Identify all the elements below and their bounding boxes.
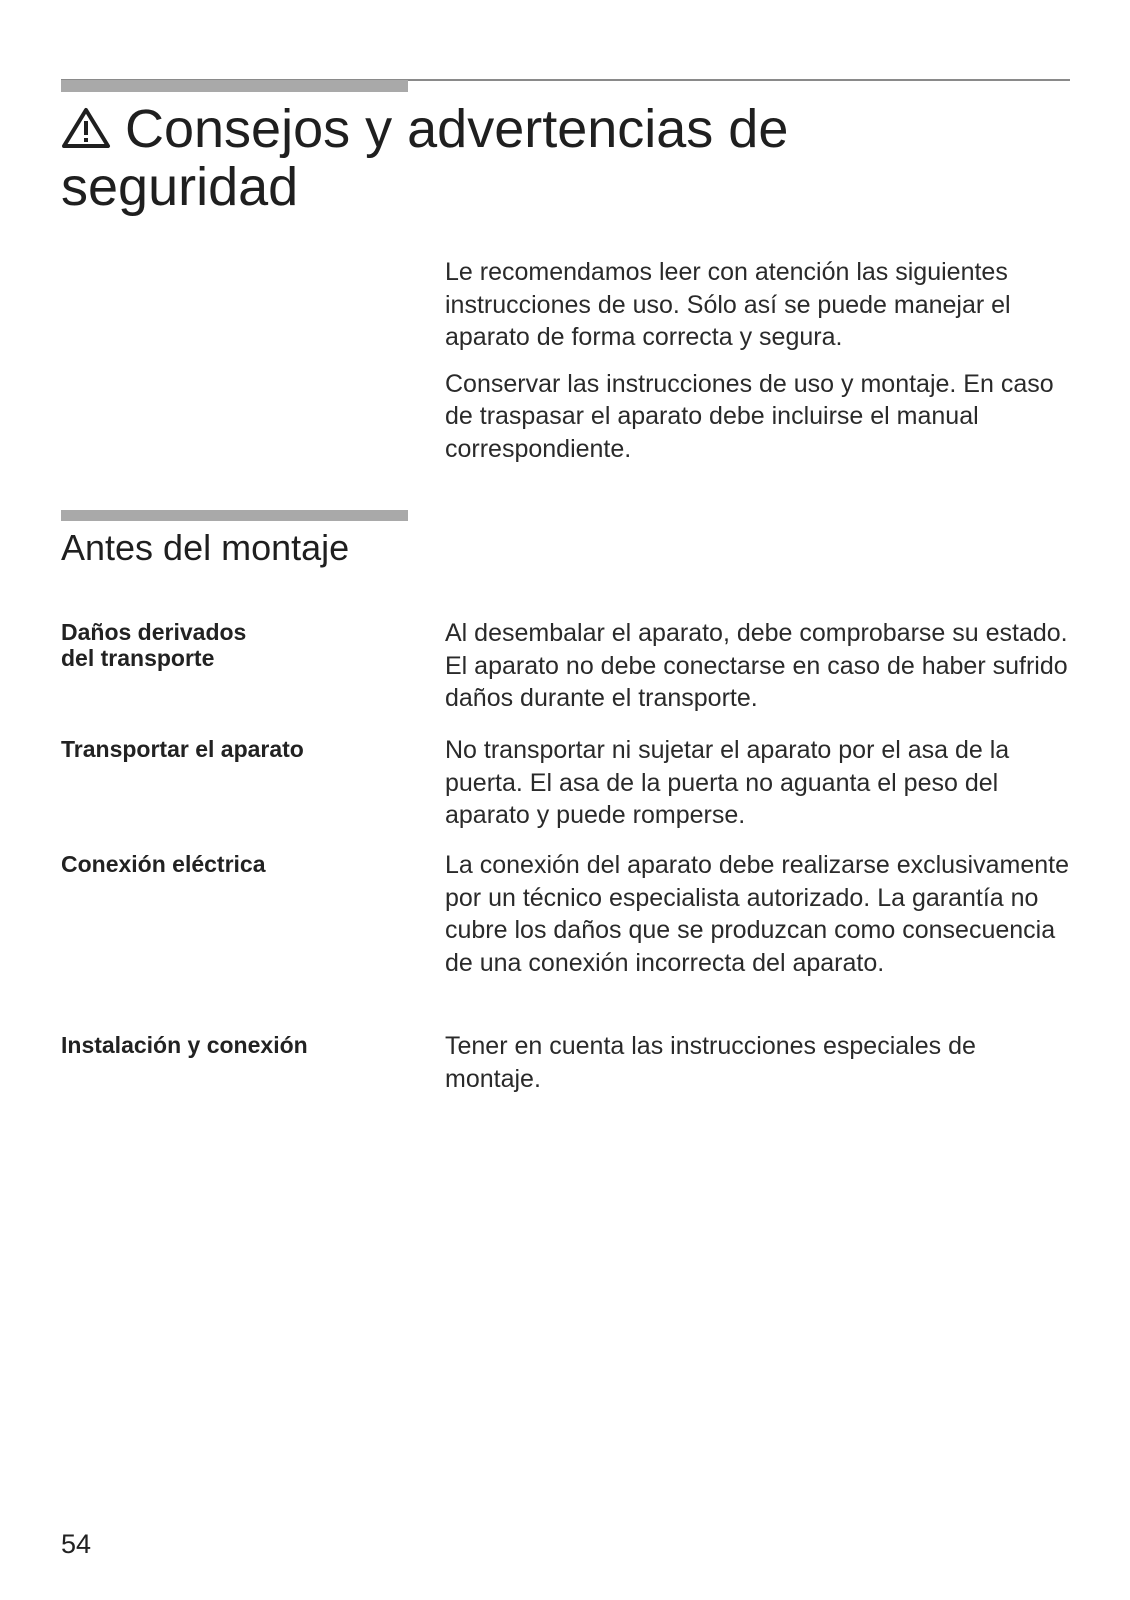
warning-icon — [61, 107, 111, 149]
item-label — [61, 619, 421, 671]
item-text: Tener en cuenta las instrucciones especiales de montaje. — [445, 1032, 976, 1093]
page-title — [61, 100, 1061, 216]
item-text: Al desembalar el aparato, debe comprobarse su estado. El aparato no debe conectarse en caso de haber sufrido daños durante el transporte. — [445, 619, 1068, 712]
item-text: La conexión del aparato debe realizarse exclusivamente por un técnico especialista autorizado. La garantía no cubre los daños que se produzcan como consecuencia de una conexión incorrecta del aparato. — [445, 851, 1069, 977]
item-label: Instalación y conexión — [61, 1032, 308, 1058]
section-rule — [61, 510, 408, 521]
item-label-line1: Daños derivados — [61, 619, 247, 645]
section-title: Antes del montaje — [61, 527, 350, 568]
page-title-line2: seguridad — [61, 157, 299, 217]
intro-paragraph-1: Le recomendamos leer con atención las siguientes instrucciones de uso. Sólo así se puede manejar el aparato de forma correcta y segura. — [445, 258, 1011, 351]
page-title-line1: Consejos y advertencias de — [125, 99, 789, 159]
header-rule-accent — [61, 80, 408, 92]
item-label-line2: del transporte — [61, 645, 215, 671]
intro-paragraph-2: Conservar las instrucciones de uso y montaje. En caso de traspasar el aparato debe incluirse el manual correspondiente. — [445, 369, 1054, 463]
item-label: Transportar el aparato — [61, 736, 304, 762]
page-number: 54 — [61, 1529, 92, 1559]
intro-text — [445, 256, 1070, 479]
item-label: Conexión eléctrica — [61, 851, 266, 877]
item-text: No transportar ni sujetar el aparato por el asa de la puerta. El asa de la puerta no aguanta el peso del aparato y puede romperse. — [445, 736, 1010, 829]
